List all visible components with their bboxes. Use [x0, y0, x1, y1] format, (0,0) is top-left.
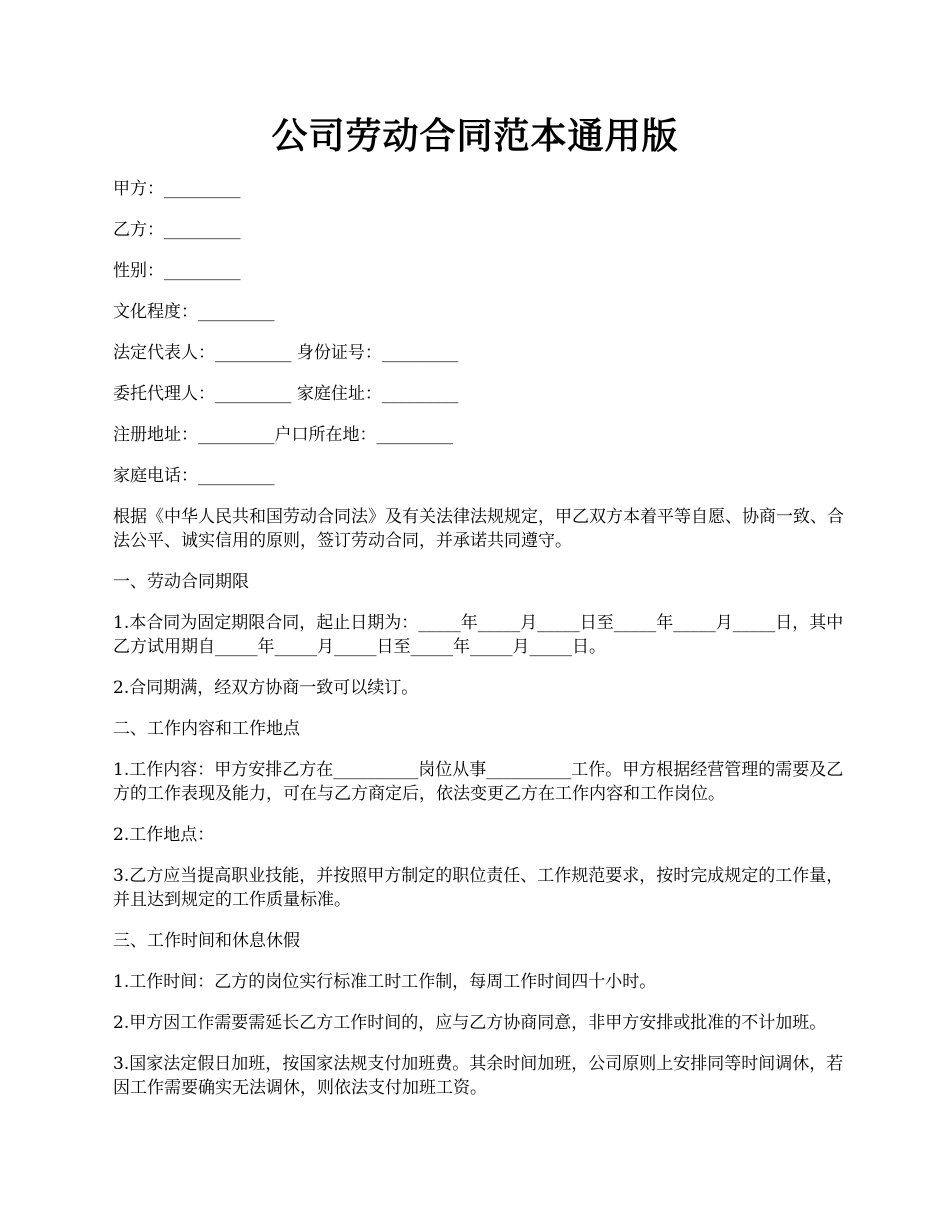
section-heading: 二、工作内容和工作地点 [113, 719, 300, 739]
clause-paragraph: 1.本合同为固定期限合同，起止日期为：_____年_____月_____日至_____年_____月_____日，其中乙方试用期自_____年_____月_____日至_____年_____月_____日。 [113, 613, 844, 657]
clause-paragraph: 3.乙方应当提高职业技能，并按照甲方制定的职位责任、工作规范要求，按时完成规定的工作量，并且达到规定的工作质量标准。 [113, 866, 844, 910]
party-a-line: 甲方：_________ [113, 179, 241, 199]
phone-line: 家庭电话：_________ [113, 466, 275, 486]
clause-paragraph: 3.国家法定假日加班，按国家法规支付加班费。其余时间加班，公司原则上安排同等时间调休，若因工作需要确实无法调休，则依法支付加班工资。 [113, 1054, 844, 1098]
clause-paragraph: 1.工作内容：甲方安排乙方在__________岗位从事__________工作。甲方根据经营管理的需要及乙方的工作表现及能力，可在与乙方商定后，依法变更乙方在工作内容和工作岗位。 [113, 760, 844, 804]
preamble-paragraph: 根据《中华人民共和国劳动合同法》及有关法律法规规定，甲乙双方本着平等自愿、协商一致、合法公平、诚实信用的原则，签订劳动合同，并承诺共同遵守。 [113, 507, 844, 551]
clause-paragraph: 1.工作时间：乙方的岗位实行标准工时工作制，每周工作时间四十小时。 [113, 972, 657, 992]
gender-line: 性别：_________ [113, 261, 241, 281]
clause-paragraph: 2.合同期满，经双方协商一致可以续订。 [113, 678, 419, 698]
clause-paragraph: 2.甲方因工作需要需延长乙方工作时间的，应与乙方协商同意，非甲方安排或批准的不计加班。 [113, 1013, 827, 1033]
agent-line: 委托代理人：_________ 家庭住址：_________ [113, 384, 459, 404]
document-body [113, 177, 848, 1117]
party-b-line: 乙方：_________ [113, 220, 241, 240]
education-line: 文化程度：_________ [113, 302, 275, 322]
document-title: 公司劳动合同范本通用版 [271, 115, 679, 157]
legal-rep-line: 法定代表人：_________ 身份证号：_________ [113, 343, 459, 363]
clause-paragraph: 2.工作地点： [113, 825, 215, 845]
section-heading: 三、工作时间和休息休假 [113, 931, 300, 951]
address-line: 注册地址：_________户口所在地：_________ [113, 425, 453, 445]
section-heading: 一、劳动合同期限 [113, 572, 249, 592]
